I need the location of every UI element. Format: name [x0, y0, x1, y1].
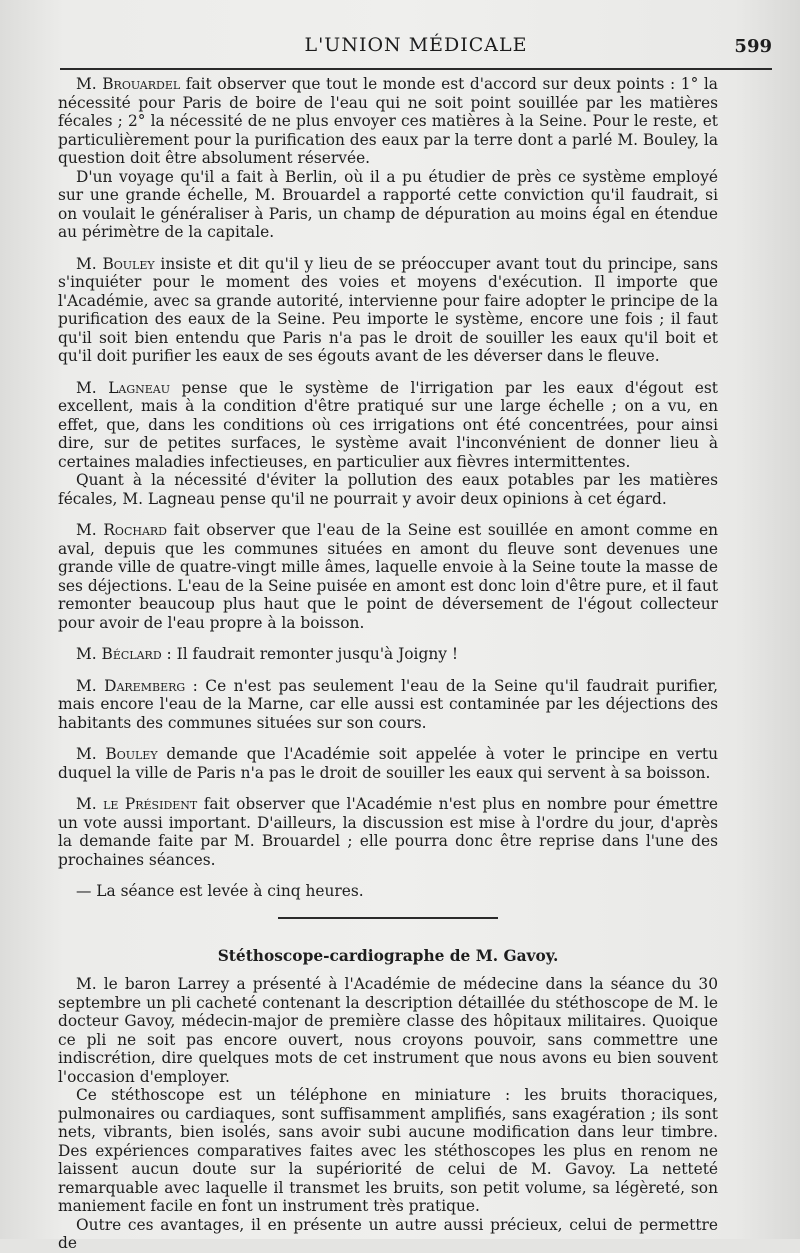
speaker-name: M. Brouardel	[76, 75, 181, 93]
page-number: 599	[734, 36, 772, 57]
paragraph	[58, 677, 718, 733]
paragraph-text: fait observer que l'Académie n'est plus en nombre pour émettre un vote aussi important. D'ailleurs, la discussion est mise à l'ordre du jour, d'après la demande faite par M. Brouardel ; elle pourra donc être reprise dans l'une des prochaines séances.	[58, 795, 718, 869]
paragraph-text: Ce stéthoscope est un téléphone en miniature : les bruits thoraciques, pulmonaires ou cardiaques, sont suffisamment amplifiés, sans exagération ; ils sont nets, vibrants, bien isolés, sans avoir subi aucune modification dans leur timbre. Des expériences comparatives faites avec les stéthoscopes les plus en renom ne laissent aucun doute sur la supériorité de celui de M. Gavoy. La netteté remarquable avec laquelle il transmet les bruits, son petit volume, sa légèreté, son maniement facile en font un instrument très pratique.	[58, 1086, 718, 1215]
paragraph	[58, 1216, 718, 1253]
speaker-name: M. Rochard	[76, 521, 167, 539]
paragraph-text: fait observer que l'eau de la Seine est souillée en amont comme en aval, depuis que les communes situées en amont du fleuve sont devenues une grande ville de quatre-vingt mille âmes, laquelle envoie à la Seine toute la masse de ses déjections. L'eau de la Seine puisée en amont est donc loin d'être pure, et il faut remonter beaucoup plus haut que le point de déversement de l'égout collecteur pour avoir de l'eau propre à la boisson.	[58, 521, 718, 632]
paragraph	[58, 471, 718, 508]
paragraph	[58, 521, 718, 632]
paragraph	[58, 645, 718, 664]
paragraph-text: Quant à la nécessité d'éviter la pollution des eaux potables par les matières fécales, M. Lagneau pense qu'il ne pourrait y avoir deux opinions à cet égard.	[58, 471, 718, 508]
paragraph-text: : Il faudrait remonter jusqu'à Joigny !	[161, 645, 459, 663]
paragraph-text: Outre ces avantages, il en présente un autre aussi précieux, celui de permettre de	[58, 1215, 718, 1252]
paragraph	[58, 745, 718, 782]
paragraph-text: insiste et dit qu'il y lieu de se préoccuper avant tout du principe, sans s'inquiéter pour le moment des voies et moyens d'exécution. Il importe que l'Académie, avec sa grande autorité, intervienne pour faire adopter le principe de la purification des eaux de la Seine. Peu importe le système, encore une fois ; il faut qu'il soit bien entendu que Paris n'a pas le droit de souiller les eaux qu'il boit et qu'il doit purifier les eaux de ses égouts avant de les déverser dans le fleuve.	[58, 254, 718, 365]
paragraph	[58, 75, 718, 168]
paragraph	[58, 379, 718, 472]
paragraph-text: M. le baron Larrey a présenté à l'Académie de médecine dans la séance du 30 septembre un pli cacheté contenant la description détaillée du stéthoscope de M. le docteur Gavoy, médecin-major de première classe des hôpitaux militaires. Quoique ce pli ne soit pas encore ouvert, nous croyons pouvoir, sans commettre une indiscrétion, dire quelques mots de cet instrument que nous avons eu bien souvent l'occasion d'employer.	[58, 975, 718, 1086]
paragraph	[58, 168, 718, 242]
paragraph	[58, 795, 718, 869]
paragraph	[58, 975, 718, 1086]
running-header	[60, 34, 772, 70]
paragraph	[58, 255, 718, 366]
paragraph-text: fait observer que tout le monde est d'accord sur deux points : 1° la nécessité pour Paris de boire de l'eau qui ne soit point souillée par les matières fécales ; 2° la nécessité de ne plus envoyer ces matières à la Seine. Pour le reste, et particulièrement pour la purification des eaux par la terre dont a parlé M. Bouley, la question doit être absolument réservée.	[58, 75, 718, 167]
article-body	[58, 75, 718, 1253]
paragraph-text: — La séance est levée à cinq heures.	[76, 882, 364, 900]
speaker-name: M. le Président	[76, 795, 198, 813]
header-rule	[60, 68, 772, 70]
speaker-name: M. Bouley	[76, 745, 158, 763]
paragraph	[58, 1086, 718, 1216]
speaker-name: M. Bouley	[76, 254, 155, 273]
paragraph-text: : Ce n'est pas seulement l'eau de la Seine qu'il faudrait purifier, mais encore l'eau de la Marne, car elle aussi est contaminée par les déjections des habitants des communes situées sur son cours.	[58, 676, 718, 732]
section-title: Stéthoscope-cardiographe de M. Gavoy.	[217, 946, 559, 965]
journal-title: L'UNION MÉDICALE	[304, 34, 528, 56]
speaker-name: M. Daremberg	[76, 676, 186, 695]
paragraph-text: demande que l'Académie soit appelée à voter le principe en vertu duquel la ville de Paris n'a pas le droit de souiller les eaux qui servent à sa boisson.	[58, 745, 718, 782]
speaker-name: M. Lagneau	[76, 378, 171, 397]
paragraph-text: pense que le système de l'irrigation par les eaux d'égout est excellent, mais à la condition d'être pratiqué sur une large échelle ; on a vu, en effet, que, dans les conditions où ces irrigations ont été concentrées, pour ainsi dire, sur de petites surfaces, le système avait l'inconvénient de donner lieu à certaines maladies infectieuses, en particulier aux fièvres intermittentes.	[58, 378, 718, 471]
paragraph-text: D'un voyage qu'il a fait à Berlin, où il a pu étudier de près ce système employé sur une grande échelle, M. Brouardel a rapporté cette conviction qu'il faudrait, si on voulait le généraliser à Paris, un champ de dépuration au moins égal en étendue au périmètre de la capitale.	[58, 167, 718, 241]
paragraph	[58, 882, 718, 901]
section-separator	[278, 917, 498, 919]
speaker-name: M. Béclard	[76, 645, 162, 663]
